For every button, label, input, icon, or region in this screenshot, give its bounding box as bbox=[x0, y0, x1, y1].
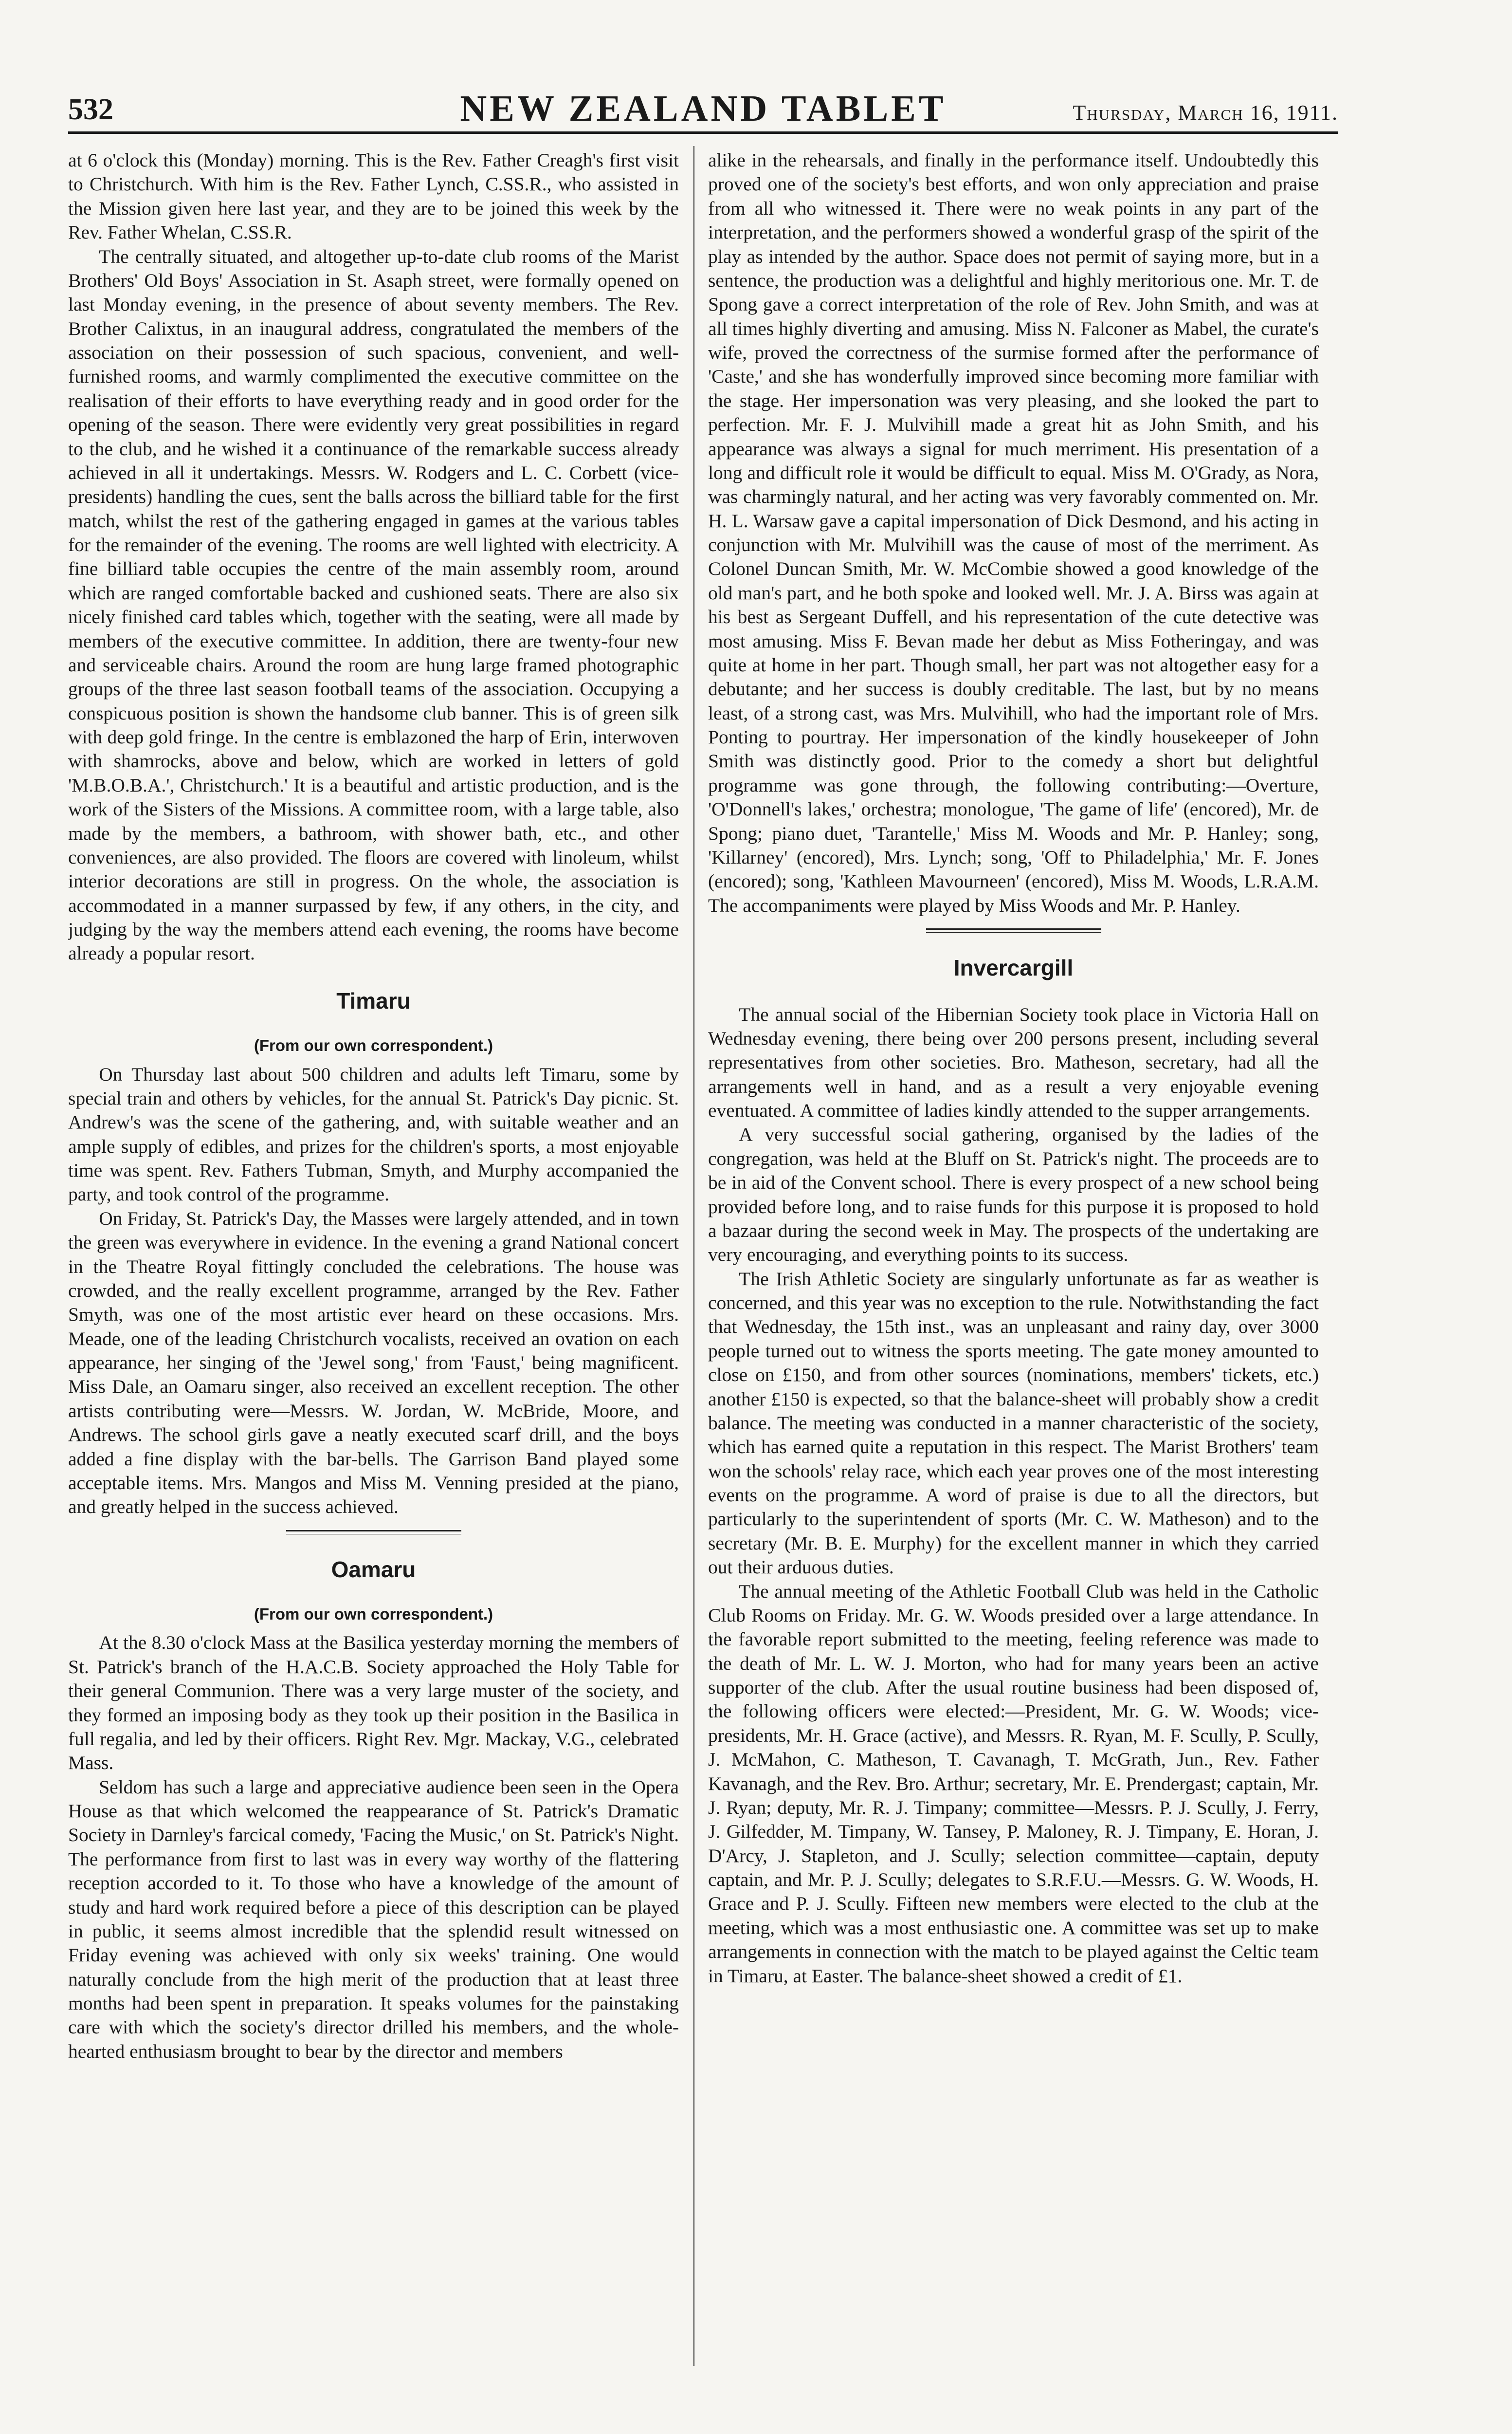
page-header bbox=[68, 88, 1338, 134]
article-paragraph: The annual social of the Hibernian Society took place in Victoria Hall on Wednesday evening, there being over 200 persons present, including several representatives from other societies. Bro. Matheson, secretary, had all the arrangements well in hand, and as a result a very enjoyable evening eventuated. A committee of ladies kindly attended to the supper arrangements. bbox=[708, 1003, 1319, 1121]
issue-date: Thursday, March 16, 1911. bbox=[1073, 101, 1338, 125]
article-paragraph: At the 8.30 o'clock Mass at the Basilica yesterday morning the members of St. Patrick's branch of the H.A.C.B. Society approached the Holy Table for their general Communion. There was a very large muster of the society, and they formed an imposing body as they took up their position in the Basilica in full regalia, and led by their officers. Right Rev. Mgr. Mackay, V.G., celebrated Mass. bbox=[68, 1632, 679, 1774]
section-title-oamaru: Oamaru bbox=[331, 1556, 416, 1582]
masthead: NEW ZEALAND TABLET bbox=[460, 88, 947, 129]
article-paragraph: alike in the rehearsals, and finally in the performance itself. Undoubtedly this proved one of the society's best efforts, and won only appreciation and praise from all who witnessed it. There were no weak points in any part of the interpretation, and the performers showed a wonderful grasp of the spirit of the play as intended by the author. Space does not permit of saying more, but in a sentence, the production was a delightful and highly meritorious one. Mr. T. de Spong gave a correct interpretation of the role of Rev. John Smith, and was at all times highly diverting and amusing. Miss N. Falconer as Mabel, the curate's wife, proved the correctness of the surmise formed after the performance of 'Caste,' and she has wonderfully improved since becoming more familiar with the stage. Her impersonation was very pleasing, and she looked the part to perfection. Mr. F. J. Mulvihill made a great hit as John Smith, and his appearance was always a signal for much merriment. His presentation of a long and difficult role it would be difficult to equal. Miss M. O'Grady, as Nora, was charmingly natural, and her acting was very favorably commented on. Mr. H. L. Warsaw gave a capital impersonation of Dick Desmond, and his acting in conjunction with Mr. Mulvihill was the cause of most of the merriment. As Colonel Duncan Smith, Mr. W. McCombie showed a good knowledge of the old man's part, and he both spoke and looked well. Mr. J. A. Birss was again at his best as Sergeant Duffell, and his representation of the cute detective was most amusing. Miss F. Bevan made her debut as Miss Fotheringay, and was quite at home in her part. Though small, her part was not altogether easy for a debutante; and her success is doubly creditable. The last, but by no means least, of a strong cast, was Mrs. Mulvihill, who had the important role of Mrs. Ponting to pourtray. Her impersonation of the kindly housekeeper of John Smith was distinctly good. Prior to the comedy a short but delightful programme was gone through, the following contributing:—Overture, 'O'Donnell's lakes,' orchestra; monologue, 'The game of life' (encored), Mr. de Spong; piano duet, 'Tarantelle,' Miss M. Woods and Mr. P. Hanley; song, 'Killarney' (encored), Mrs. Lynch; song, 'Off to Philadelphia,' Mr. F. Jones (encored); song, 'Kathleen Mavourneen' (encored), Miss M. Woods, L.R.A.M. The accompaniments were played by Miss Woods and Mr. P. Hanley. bbox=[708, 149, 1319, 916]
article-paragraph: The centrally situated, and altogether up-to-date club rooms of the Marist Brothers' Old Boys' Association in St. Asaph street, were formally opened on last Monday evening, in the presence of about seventy members. The Rev. Brother Calixtus, in an inaugural address, congratulated the members of the association on their possession of such spacious, convenient, and well-furnished rooms, and warmly complimented the executive committee on the realisation of their efforts to have everything ready and in good order for the opening of the season. There were evidently very great possibilities in regard to the club, and he wished it a continuance of the remarkable success already achieved in all it undertakings. Messrs. W. Rodgers and L. C. Corbett (vice-presidents) handling the cues, sent the balls across the billiard table for the first match, whilst the rest of the gathering engaged in games at the various tables for the remainder of the evening. The rooms are well lighted with electricity. A fine billiard table occupies the centre of the main assembly room, around which are ranged comfortable backed and cushioned seats. There are also six nicely finished card tables which, together with the seating, were all made by members of the executive committee. In addition, there are twenty-four new and serviceable chairs. Around the room are hung large framed photographic groups of the three last season football teams of the association. Occupying a conspicuous position is shown the handsome club banner. This is of green silk with deep gold fringe. In the centre is emblazoned the harp of Erin, interwoven with shamrocks, above and below, which are worked in letters of gold 'M.B.O.B.A.', Christchurch.' It is a beautiful and artistic production, and is the work of the Sisters of the Missions. A committee room, with a large table, also made by the members, a bathroom, with shower bath, etc., and other conveniences, are also provided. The floors are covered with linoleum, whilst interior decorations are still in progress. On the whole, the association is accommodated in a manner surpassed by few, if any others, in the city, and judging by the way the members attend each evening, the rooms have become already a popular resort. bbox=[68, 245, 679, 964]
page-number: 532 bbox=[68, 93, 113, 126]
byline-oamaru: (From our own correspondent.) bbox=[254, 1605, 493, 1623]
section-rule bbox=[926, 928, 1101, 933]
article-paragraph: The Irish Athletic Society are singularly unfortunate as far as weather is concerned, and this year was no exception to the rule. Notwithstanding the fact that Wednesday, the 15th inst., was an unpleasant and rainy day, over 3000 people turned out to witness the sports meeting. The gate money amounted to close on £150, and from other sources (nominations, members' tickets, etc.) another £150 is expected, so that the balance-sheet will probably show a credit balance. The meeting was conducted in a manner characteristic of the society, which has earned quite a reputation in this respect. The Marist Brothers' team won the schools' relay race, which each year proves one of the most interesting events on the programme. A word of praise is due to all the directors, but particularly to the superintendent of sports (Mr. C. W. Matheson) and to the secretary (Mr. B. E. Murphy) for the excellent manner in which they carried out their arduous duties. bbox=[708, 1268, 1319, 1578]
column-divider bbox=[693, 146, 694, 2366]
section-title-invercargill: Invercargill bbox=[953, 955, 1074, 980]
article-paragraph: Seldom has such a large and appreciative audience been seen in the Opera House as that which welcomed the reappearance of St. Patrick's Dramatic Society in Darnley's farcical comedy, 'Facing the Music,' on St. Patrick's Night. The performance from first to last was in every way worthy of the flattering reception accorded to it. To those who have a knowledge of the amount of study and hard work required before a piece of this description can be played in public, it seems almost incredible that the splendid result witnessed on Friday evening was achieved with only six weeks' training. One would naturally conclude from the high merit of the production that at least three months had been spent in preparation. It speaks volumes for the painstaking care with which the society's director drilled his members, and the whole-hearted enthusiasm brought to bear by the director and members bbox=[68, 1776, 679, 2062]
article-paragraph: On Friday, St. Patrick's Day, the Masses were largely attended, and in town the green was everywhere in evidence. In the evening a grand National concert in the Theatre Royal fittingly concluded the celebrations. The house was crowded, and the really excellent programme, arranged by the Rev. Father Smyth, was one of the most artistic ever heard on these occasions. Mrs. Meade, one of the leading Christchurch vocalists, received an ovation on each appearance, her singing of the 'Jewel song,' from 'Faust,' being magnificent. Miss Dale, an Oamaru singer, also received an excellent reception. The other artists contributing were—Messrs. W. Jordan, W. McBride, Moore, and Andrews. The school girls gave a neatly executed scarf drill, and the boys added a fine display with the bar-bells. The Garrison Band played some acceptable items. Mrs. Mangos and Miss M. Venning presided at the piano, and greatly helped in the success achieved. bbox=[68, 1207, 679, 1518]
article-paragraph: at 6 o'clock this (Monday) morning. This is the Rev. Father Creagh's first visit to Christchurch. With him is the Rev. Father Lynch, C.SS.R., who assisted in the Mission given here last year, and they are to be joined this week by the Rev. Father Whelan, C.SS.R. bbox=[68, 149, 679, 243]
article-paragraph: The annual meeting of the Athletic Football Club was held in the Catholic Club Rooms on Friday. Mr. G. W. Woods presided over a large attendance. In the favorable report submitted to the meeting, feeling reference was made to the death of Mr. L. W. J. Morton, who had for many years been an active supporter of the club. After the usual routine business had been disposed of, the following officers were elected:—President, Mr. G. W. Woods; vice-presidents, Mr. H. Grace (active), and Messrs. R. Ryan, M. F. Scully, P. Scully, J. McMahon, C. Matheson, T. Cavanagh, T. McGrath, Jun., Rev. Father Kavanagh, and the Rev. Bro. Arthur; secretary, Mr. E. Prendergast; captain, Mr. J. Ryan; deputy, Mr. R. J. Timpany; committee—Messrs. P. J. Scully, J. Ferry, J. Gilfedder, M. Timpany, W. Tansey, P. Maloney, R. J. Timpany, E. Horan, J. D'Arcy, J. Stapleton, and J. Scully; selection committee—captain, deputy captain, and Mr. P. J. Scully; delegates to S.R.F.U.—Messrs. G. W. Woods, H. Grace and P. J. Scully. Fifteen new members were elected to the club at the meeting, which was a most enthusiastic one. A committee was set up to make arrangements in connection with the match to be played against the Celtic team in Timaru, at Easter. The balance-sheet showed a credit of £1. bbox=[708, 1580, 1319, 1987]
left-column bbox=[68, 148, 679, 2388]
article-paragraph: On Thursday last about 500 children and adults left Timaru, some by special train and others by vehicles, for the annual St. Patrick's Day picnic. St. Andrew's was the scene of the gathering, and, with suitable weather and an ample supply of edibles, and prizes for the children's sports, a most enjoyable time was spent. Rev. Fathers Tubman, Smyth, and Murphy accompanied the party, and took control of the programme. bbox=[68, 1063, 679, 1205]
article-paragraph: A very successful social gathering, organised by the ladies of the congregation, was held at the Bluff on St. Patrick's night. The proceeds are to be in aid of the Convent school. There is every prospect of a new school being provided before long, and to raise funds for this purpose it is proposed to hold a bazaar during the second week in May. The prospects of the undertaking are very encouraging, and everything points to its success. bbox=[708, 1124, 1319, 1266]
byline-timaru: (From our own correspondent.) bbox=[254, 1036, 493, 1055]
right-column bbox=[708, 148, 1319, 2388]
section-rule bbox=[286, 1530, 461, 1534]
section-title-timaru: Timaru bbox=[336, 988, 411, 1014]
